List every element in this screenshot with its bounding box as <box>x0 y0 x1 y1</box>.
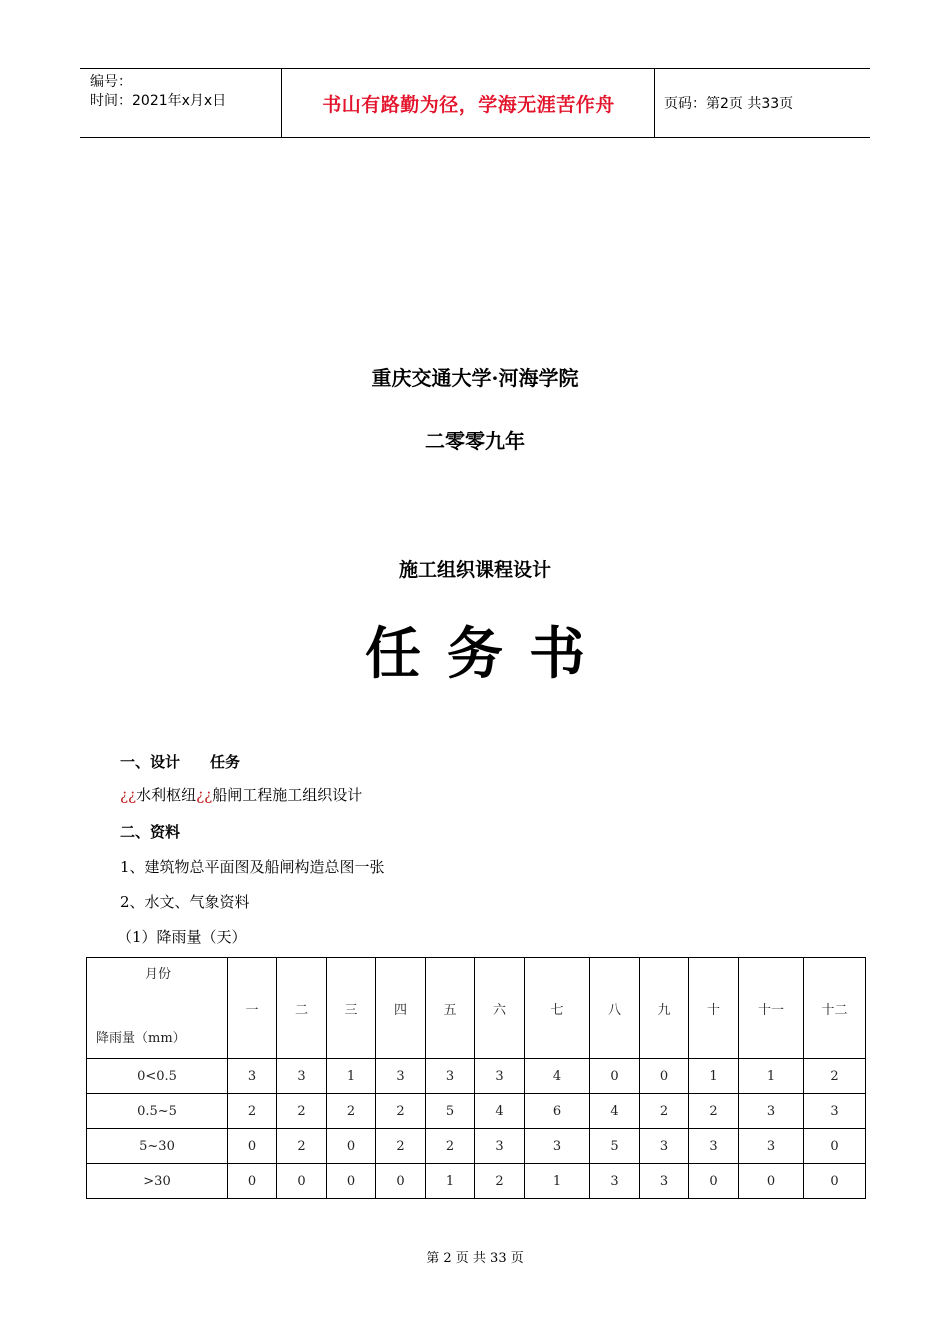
month-header: 六 <box>475 958 525 1059</box>
month-header: 十二 <box>804 958 866 1059</box>
table-cell: 1 <box>739 1059 804 1094</box>
row-label: 0.5~5 <box>87 1094 228 1129</box>
table-cell: 2 <box>376 1094 426 1129</box>
table-cell: 1 <box>327 1059 376 1094</box>
table-cell: 0 <box>590 1059 640 1094</box>
table-row <box>87 1094 866 1129</box>
table-cell: 4 <box>525 1059 590 1094</box>
garbled-mark: ¿¿ <box>196 786 213 804</box>
table-cell: 3 <box>590 1164 640 1199</box>
table-cell: 2 <box>475 1164 525 1199</box>
table-cell: 3 <box>475 1129 525 1164</box>
table-cell: 3 <box>228 1059 277 1094</box>
table-cell: 1 <box>525 1164 590 1199</box>
table-cell: 2 <box>277 1094 327 1129</box>
month-header: 十 <box>689 958 739 1059</box>
table-cell: 3 <box>739 1094 804 1129</box>
table-cell: 3 <box>376 1059 426 1094</box>
table-cell: 3 <box>475 1059 525 1094</box>
table-cell: 5 <box>426 1094 475 1129</box>
table-cell: 2 <box>426 1129 475 1164</box>
task-text-part: 水利枢纽 <box>136 786 197 804</box>
table-cell: 6 <box>525 1094 590 1129</box>
garbled-mark: ¿¿ <box>120 786 137 804</box>
table-cell: 5 <box>590 1129 640 1164</box>
table-cell: 0 <box>327 1164 376 1199</box>
data-heading: 二、资料 <box>120 823 181 841</box>
table-cell: 2 <box>327 1094 376 1129</box>
task-heading: 一、设计 任务 <box>120 753 241 771</box>
table-row <box>87 1164 866 1199</box>
row-label: 5~30 <box>87 1129 228 1164</box>
school-title: 重庆交通大学·河海学院 <box>371 366 579 390</box>
table-cell: 0 <box>277 1164 327 1199</box>
month-header: 五 <box>426 958 475 1059</box>
month-header: 九 <box>640 958 689 1059</box>
table-cell: 0 <box>689 1164 739 1199</box>
table-cell: 0 <box>804 1129 866 1164</box>
rainfall-subheading: （1）降雨量（天） <box>117 928 247 946</box>
month-header: 四 <box>376 958 426 1059</box>
document-title: 任务书 <box>365 622 611 687</box>
month-label: 月份 <box>145 967 172 982</box>
table-cell: 2 <box>376 1129 426 1164</box>
month-header: 八 <box>590 958 640 1059</box>
month-header: 三 <box>327 958 376 1059</box>
table-cell: 0 <box>228 1129 277 1164</box>
table-cell: 3 <box>640 1129 689 1164</box>
time-label: 时间：2021年x月x日 <box>90 93 227 109</box>
table-cell: 0 <box>804 1164 866 1199</box>
course-title: 施工组织课程设计 <box>398 559 551 581</box>
header-motto: 书山有路勤为径，学海无涯苦作舟 <box>322 93 615 116</box>
data-item-1: 1、建筑物总平面图及船闸构造总图一张 <box>120 858 385 876</box>
table-cell: 1 <box>689 1059 739 1094</box>
table-cell: 3 <box>739 1129 804 1164</box>
table-cell: 3 <box>277 1059 327 1094</box>
table-cell: 2 <box>804 1059 866 1094</box>
month-header: 二 <box>277 958 327 1059</box>
row-label: 0<0.5 <box>87 1059 228 1094</box>
table-cell: 0 <box>327 1129 376 1164</box>
table-cell: 0 <box>739 1164 804 1199</box>
table-header-row <box>87 958 866 1059</box>
rainfall-table <box>86 957 866 1199</box>
task-text-part: 船闸工程施工组织设计 <box>212 786 363 804</box>
rainfall-label: 降雨量（mm） <box>96 1031 186 1046</box>
table-cell: 3 <box>804 1094 866 1129</box>
table-cell: 3 <box>525 1129 590 1164</box>
table-cell: 0 <box>640 1059 689 1094</box>
table-row <box>87 1129 866 1164</box>
year-title: 二零零九年 <box>425 429 525 453</box>
table-cell: 2 <box>640 1094 689 1129</box>
header-page-info: 页码：第2页 共33页 <box>664 96 794 112</box>
table-cell: 2 <box>228 1094 277 1129</box>
table-cell: 1 <box>426 1164 475 1199</box>
month-header: 七 <box>525 958 590 1059</box>
table-cell: 2 <box>689 1094 739 1129</box>
table-corner-cell <box>87 958 228 1059</box>
table-cell: 2 <box>277 1129 327 1164</box>
data-item-2: 2、水文、气象资料 <box>120 893 250 911</box>
month-header: 一 <box>228 958 277 1059</box>
month-header: 十一 <box>739 958 804 1059</box>
table-cell: 4 <box>475 1094 525 1129</box>
table-cell: 3 <box>689 1129 739 1164</box>
table-cell: 0 <box>376 1164 426 1199</box>
header-meta <box>90 73 226 111</box>
table-cell: 3 <box>426 1059 475 1094</box>
table-row <box>87 1059 866 1094</box>
number-label: 编号： <box>90 74 132 90</box>
row-label: >30 <box>87 1164 228 1199</box>
page-header <box>80 68 870 138</box>
task-text <box>120 784 362 805</box>
table-cell: 0 <box>228 1164 277 1199</box>
table-cell: 3 <box>640 1164 689 1199</box>
table-cell: 4 <box>590 1094 640 1129</box>
page-footer: 第 2 页 共 33 页 <box>426 1251 524 1266</box>
